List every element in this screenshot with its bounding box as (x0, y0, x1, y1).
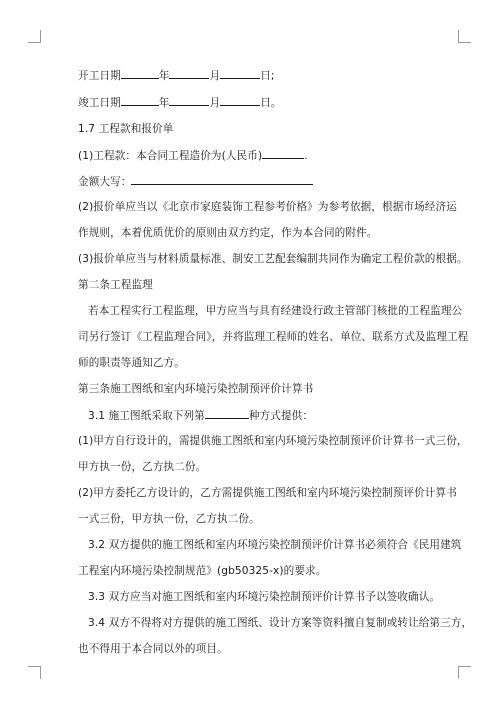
item-2-line-2: 作规则，本着优质优价的原则由双方约定，作为本合同的附件。 (78, 227, 378, 239)
crop-mark-top-left (28, 30, 41, 43)
item-1-end: . (304, 150, 308, 162)
end-year-blank (121, 95, 159, 106)
crop-mark-bottom-right (458, 666, 471, 679)
day-label: 日 (260, 97, 271, 109)
end-day-blank (220, 95, 260, 106)
end-date-end: 。 (270, 97, 282, 109)
article-2-line-1: 若本工程实行工程监理，甲方应当与具有经建设行政主管部门核批的工程监理公 (88, 305, 463, 317)
item-3-line: (3)报价单应当与材料质量标准、制安工艺配套编制共同作为确定工程价款的根据。 (78, 253, 468, 265)
section-3-1-item-2-line-1: (2)甲方委托乙方设计的，乙方需提供施工图纸和室内环境污染控制预评价计算书 (78, 487, 457, 499)
section-3-4-line-1: 3.4 双方不得将对方提供的施工图纸、设计方案等资料擅自复制或转让给第三方， (88, 617, 473, 629)
amount-label: 金额大写： (78, 176, 132, 188)
end-date-label: 竣工日期 (78, 97, 121, 109)
start-year-blank (121, 68, 159, 79)
section-1-7-heading: 1.7 工程款和报价单 (78, 123, 174, 135)
section-3-1-item-1-line-1: (1)甲方自行设计的，需提供施工图纸和室内环境污染控制预评价计算书一式三份， (78, 435, 468, 447)
start-date-label: 开工日期 (78, 70, 121, 82)
section-3-1-item-1-line-2: 甲方执一份，乙方执二份。 (78, 461, 207, 473)
day-label: 日 (260, 70, 271, 82)
section-3-2-line-2: 工程室内环境污染控制规范》(gb50325-x)的要求。 (78, 565, 327, 577)
amount-line (78, 174, 313, 189)
section-3-1-item-2-line-2: 一式三份，甲方执一份，乙方执二份。 (78, 513, 260, 525)
item-1-line (78, 148, 308, 163)
article-2-line-3: 师的职责等通知乙方。 (78, 357, 185, 369)
end-date-line (78, 95, 282, 110)
item-2-line-1: (2)报价单应当以《北京市家庭装饰工程参考价格》为参考依据，根据市场经济运 (78, 201, 457, 213)
section-3-1-end: 种方式提供： (248, 410, 314, 422)
start-day-blank (220, 68, 260, 79)
contract-price-blank (262, 148, 304, 159)
month-label: 月 (209, 97, 221, 109)
year-label: 年 (158, 97, 170, 109)
end-month-blank (169, 95, 209, 106)
start-date-end: ; (270, 70, 275, 82)
section-3-2-line-1: 3.2 双方提供的施工图纸和室内环境污染控制预评价计算书必须符合《民用建筑 (88, 539, 462, 551)
section-3-1-line (88, 408, 313, 423)
crop-mark-top-right (458, 30, 471, 43)
section-3-4-line-2: 也不得用于本合同以外的项目。 (78, 643, 228, 655)
article-2-line-2: 司另行签订《工程监理合同》，并将监理工程师的姓名、单位、联系方式及监理工程 (78, 331, 469, 343)
amount-blank (131, 174, 313, 185)
section-3-3-line: 3.3 双方应当对施工图纸和室内环境污染控制预评价计算书予以签收确认。 (88, 591, 441, 603)
item-1-text: (1)工程款：本合同工程造价为(人民币) (78, 150, 263, 162)
start-date-line (78, 68, 275, 83)
article-3-title: 第三条施工图纸和室内环境污染控制预评价计算书 (78, 383, 314, 395)
crop-mark-bottom-left (28, 666, 41, 679)
method-blank (205, 408, 249, 419)
article-2-title: 第二条工程监理 (78, 279, 153, 291)
year-label: 年 (158, 70, 170, 82)
section-3-1-text: 3.1 施工图纸采取下列第 (88, 410, 205, 422)
month-label: 月 (209, 70, 221, 82)
start-month-blank (169, 68, 209, 79)
